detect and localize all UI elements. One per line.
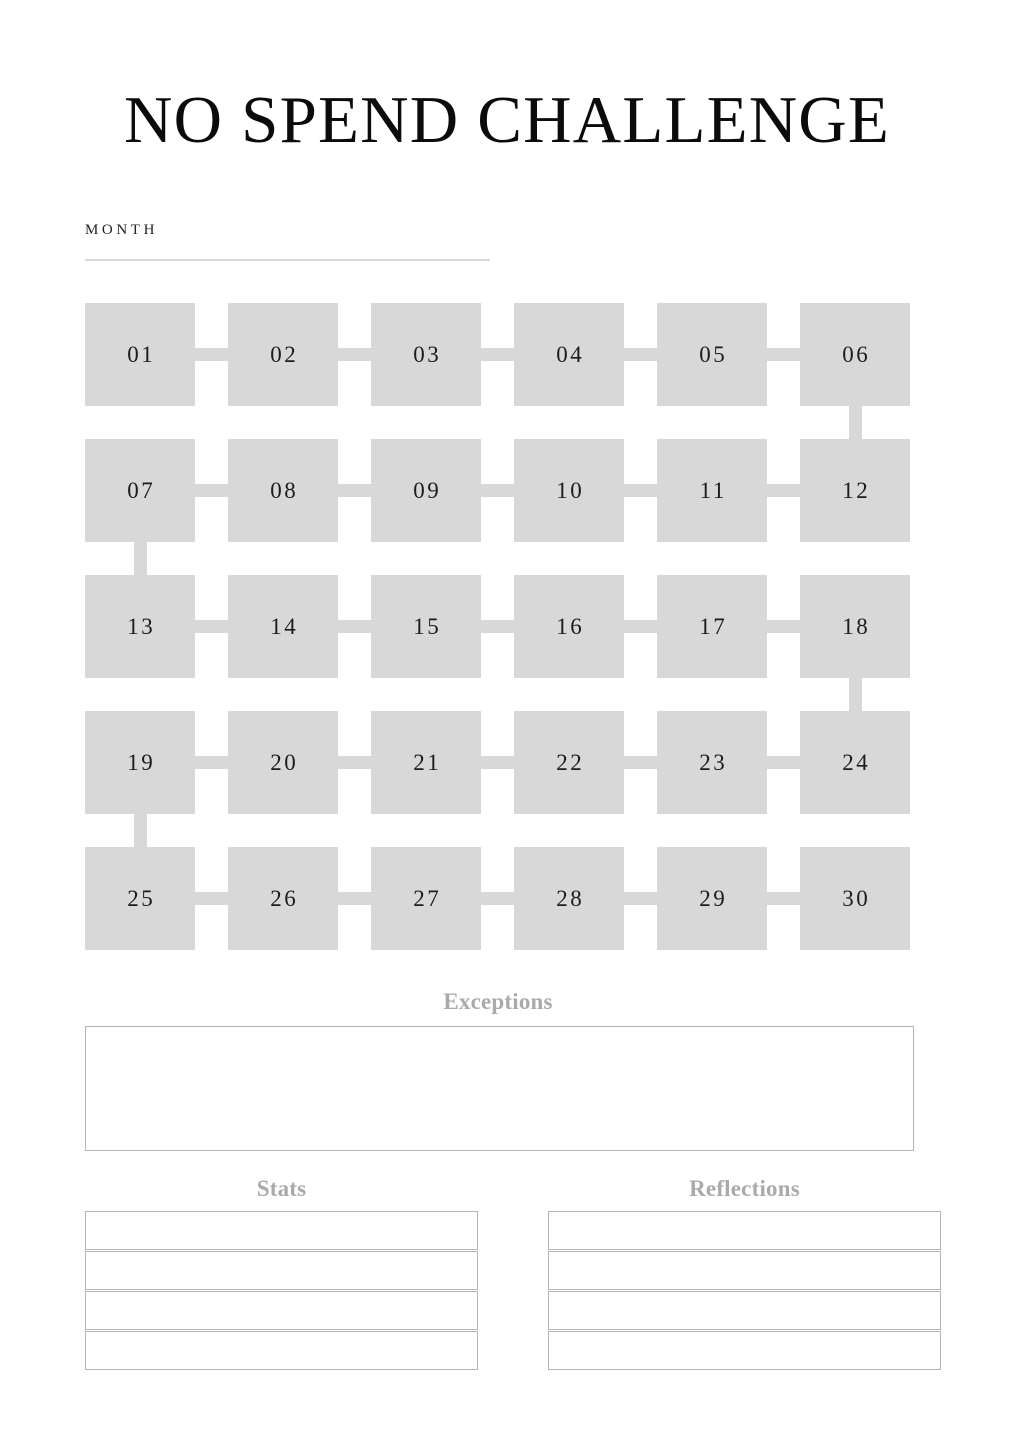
day-number: 26: [270, 885, 299, 911]
day-cell-06[interactable]: [800, 303, 910, 406]
vertical-connector-right: [849, 678, 862, 711]
reflections-row[interactable]: [548, 1211, 941, 1250]
day-number: 13: [127, 613, 156, 639]
horizontal-connector: [767, 892, 801, 905]
horizontal-connector: [624, 348, 658, 361]
day-number: 21: [413, 749, 442, 775]
page-title: NO SPEND CHALLENGE: [123, 83, 891, 157]
reflections-row[interactable]: [548, 1331, 941, 1370]
day-number: 05: [699, 341, 728, 367]
horizontal-connector: [338, 348, 372, 361]
horizontal-connector: [338, 620, 372, 633]
exceptions-heading: Exceptions: [443, 989, 553, 1014]
day-cell-23[interactable]: [657, 711, 767, 814]
horizontal-connector: [481, 756, 515, 769]
day-number: 07: [127, 477, 156, 503]
day-cell-07[interactable]: [85, 439, 195, 542]
day-number: 11: [699, 477, 727, 503]
day-row: [85, 303, 911, 406]
day-cell-14[interactable]: [228, 575, 338, 678]
horizontal-connector: [767, 484, 801, 497]
horizontal-connector: [195, 348, 229, 361]
horizontal-connector: [195, 484, 229, 497]
horizontal-connector: [481, 484, 515, 497]
day-number: 15: [413, 613, 442, 639]
day-number: 02: [270, 341, 299, 367]
day-cell-21[interactable]: [371, 711, 481, 814]
horizontal-connector: [767, 620, 801, 633]
day-number: 24: [842, 749, 871, 775]
stats-row[interactable]: [85, 1291, 478, 1330]
day-number: 29: [699, 885, 728, 911]
day-number: 27: [413, 885, 442, 911]
day-number: 28: [556, 885, 585, 911]
day-cell-22[interactable]: [514, 711, 624, 814]
day-tracker-grid: [85, 303, 911, 949]
stats-heading: Stats: [256, 1176, 307, 1201]
day-number: 17: [699, 613, 728, 639]
vertical-connector-left: [134, 542, 147, 575]
day-row: [85, 711, 911, 814]
reflections-heading: Reflections: [689, 1176, 800, 1201]
day-cell-25[interactable]: [85, 847, 195, 950]
horizontal-connector: [481, 892, 515, 905]
horizontal-connector: [624, 756, 658, 769]
day-cell-28[interactable]: [514, 847, 624, 950]
day-number: 14: [270, 613, 299, 639]
day-cell-11[interactable]: [657, 439, 767, 542]
day-cell-16[interactable]: [514, 575, 624, 678]
horizontal-connector: [767, 756, 801, 769]
day-number: 16: [556, 613, 585, 639]
horizontal-connector: [624, 484, 658, 497]
stats-lined-box: [85, 1211, 478, 1372]
horizontal-connector: [624, 620, 658, 633]
day-cell-18[interactable]: [800, 575, 910, 678]
month-label: MONTH: [85, 222, 158, 238]
day-cell-09[interactable]: [371, 439, 481, 542]
horizontal-connector: [338, 892, 372, 905]
day-cell-13[interactable]: [85, 575, 195, 678]
horizontal-connector: [624, 892, 658, 905]
day-cell-15[interactable]: [371, 575, 481, 678]
day-number: 01: [127, 341, 156, 367]
horizontal-connector: [767, 348, 801, 361]
day-number: 12: [842, 477, 871, 503]
day-cell-17[interactable]: [657, 575, 767, 678]
day-row: [85, 439, 911, 542]
day-cell-05[interactable]: [657, 303, 767, 406]
horizontal-connector: [481, 620, 515, 633]
reflections-row[interactable]: [548, 1291, 941, 1330]
day-cell-27[interactable]: [371, 847, 481, 950]
day-number: 25: [127, 885, 156, 911]
vertical-connector-left: [134, 814, 147, 847]
day-number: 04: [556, 341, 585, 367]
horizontal-connector: [195, 756, 229, 769]
day-cell-19[interactable]: [85, 711, 195, 814]
day-number: 18: [842, 613, 871, 639]
horizontal-connector: [195, 892, 229, 905]
horizontal-connector: [338, 756, 372, 769]
horizontal-connector: [195, 620, 229, 633]
vertical-connector-right: [849, 406, 862, 439]
horizontal-connector: [338, 484, 372, 497]
day-number: 22: [556, 749, 585, 775]
day-cell-12[interactable]: [800, 439, 910, 542]
stats-row[interactable]: [85, 1211, 478, 1250]
day-row: [85, 575, 911, 678]
day-number: 23: [699, 749, 728, 775]
day-cell-02[interactable]: [228, 303, 338, 406]
stats-row[interactable]: [85, 1251, 478, 1290]
day-number: 10: [556, 477, 585, 503]
day-cell-29[interactable]: [657, 847, 767, 950]
day-cell-08[interactable]: [228, 439, 338, 542]
day-cell-01[interactable]: [85, 303, 195, 406]
horizontal-connector: [481, 348, 515, 361]
day-number: 19: [127, 749, 156, 775]
day-cell-20[interactable]: [228, 711, 338, 814]
day-number: 06: [842, 341, 871, 367]
exceptions-input-box[interactable]: [85, 1026, 914, 1151]
day-cell-04[interactable]: [514, 303, 624, 406]
reflections-row[interactable]: [548, 1251, 941, 1290]
day-cell-10[interactable]: [514, 439, 624, 542]
day-number: 03: [413, 341, 442, 367]
day-cell-26[interactable]: [228, 847, 338, 950]
day-row: [85, 847, 911, 950]
day-cell-03[interactable]: [371, 303, 481, 406]
reflections-lined-box: [548, 1211, 941, 1372]
day-cell-24[interactable]: [800, 711, 910, 814]
stats-row[interactable]: [85, 1331, 478, 1370]
day-number: 09: [413, 477, 442, 503]
month-input-rule[interactable]: [85, 259, 490, 261]
day-cell-30[interactable]: [800, 847, 910, 950]
day-number: 30: [842, 885, 871, 911]
day-number: 08: [270, 477, 299, 503]
day-number: 20: [270, 749, 299, 775]
